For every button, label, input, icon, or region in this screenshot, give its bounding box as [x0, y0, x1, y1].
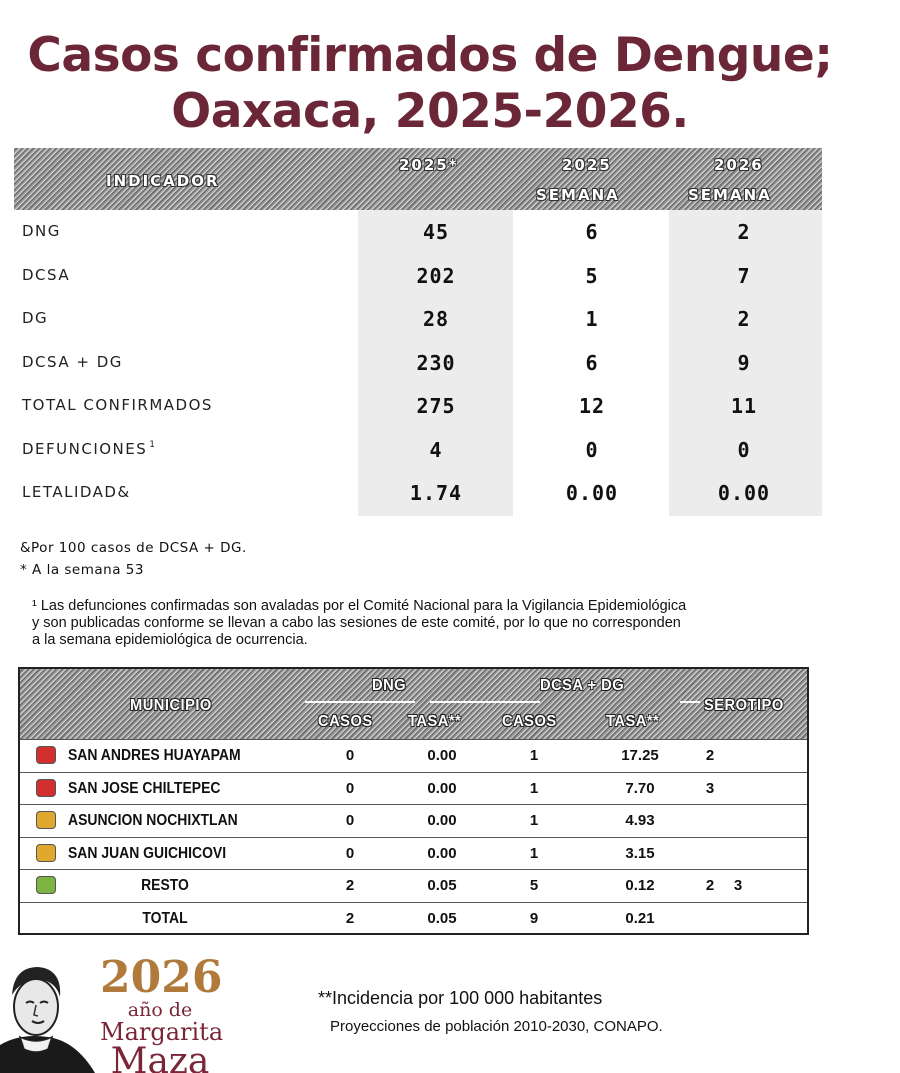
- header-2025-semana-bottom: SEMANA: [536, 186, 620, 204]
- header-dcsa-casos: CASOS: [502, 713, 557, 730]
- header-dng-casos: CASOS: [318, 713, 373, 730]
- dcsa-casos-value: 9: [529, 909, 539, 927]
- value-2025-semana: 5: [585, 263, 599, 288]
- dcsa-casos-value: 1: [529, 812, 539, 829]
- header-underline-dcsa-right: [680, 701, 700, 703]
- municipality-name: SAN JOSE CHILTEPEC: [68, 779, 221, 797]
- header-dng-tasa: TASA**: [408, 713, 462, 730]
- municipality-name: RESTO: [141, 877, 189, 894]
- indicator-label-text: DG: [22, 309, 49, 327]
- dng-tasa-value: 0.05: [427, 877, 457, 894]
- value-2025-semana: 6: [585, 350, 599, 375]
- value-2025-semana: 1: [585, 307, 599, 331]
- value-2025-total: 45: [422, 220, 450, 244]
- indicator-label-text: DNG: [22, 222, 61, 240]
- value-2025-semana: 12: [578, 394, 606, 418]
- logo-line-3: Margarita: [100, 1018, 224, 1046]
- value-2026-semana: 7: [737, 263, 751, 288]
- note-defunciones: [32, 598, 862, 649]
- indicator-label-text: DCSA + DG: [22, 352, 123, 371]
- dcsa-tasa-value: 0.21: [625, 909, 655, 927]
- value-2025-total: 1.74: [409, 481, 463, 505]
- value-2025-semana: 0.00: [565, 481, 619, 505]
- header-2025-total: 2025*: [399, 156, 459, 174]
- risk-color-indicator: [36, 746, 56, 764]
- municipality-table-header: [20, 669, 807, 739]
- municipality-name: SAN ANDRES HUAYAPAM: [68, 747, 241, 764]
- page-title: [0, 28, 860, 140]
- dng-tasa-value: 0.00: [427, 747, 457, 764]
- indicator-row-label: [22, 353, 123, 371]
- note-letalidad: &Por 100 casos de DCSA + DG.: [20, 540, 247, 556]
- header-dcsa-tasa: TASA**: [606, 713, 660, 730]
- value-2025-total: 28: [422, 307, 450, 331]
- dng-casos-value: 2: [345, 909, 355, 927]
- indicator-row-label: [22, 222, 61, 240]
- logo-line-4: Maza: [110, 1041, 210, 1073]
- header-municipio: MUNICIPIO: [130, 697, 212, 714]
- note-defunciones-line-2: y son publicadas conforme se llevan a cabo las sesiones de este comité, por lo que no corresponden: [32, 615, 681, 631]
- header-underline-dng-right: [430, 701, 540, 703]
- note-defunciones-line-1: ¹ Las defunciones confirmadas son avaladas por el Comité Nacional para la Vigilancia Epidemiológica: [32, 598, 687, 614]
- serotipo-value-1: 2: [705, 877, 715, 894]
- dng-casos-value: 0: [345, 844, 355, 862]
- header-2026-semana-top: 2026: [714, 156, 764, 174]
- municipality-row: [20, 739, 807, 771]
- header-2025-semana-top: 2025: [562, 156, 612, 174]
- indicator-label-text: DCSA: [22, 265, 71, 284]
- municipality-row: [20, 869, 807, 901]
- indicator-row-label: [22, 483, 131, 501]
- dng-tasa-value: 0.00: [427, 779, 457, 797]
- dcsa-tasa-value: 4.93: [625, 812, 655, 829]
- dcsa-casos-value: 1: [529, 779, 539, 797]
- indicator-row-label: [22, 266, 70, 284]
- municipality-name: ASUNCION NOCHIXTLAN: [68, 812, 238, 829]
- value-2025-total: 230: [416, 350, 456, 375]
- risk-color-indicator: [36, 876, 56, 894]
- indicator-table: [14, 148, 822, 518]
- dng-tasa-value: 0.05: [427, 909, 457, 927]
- risk-color-indicator: [36, 779, 56, 797]
- footnote-proyecciones: Proyecciones de población 2010-2030, CONAPO.: [330, 1018, 663, 1035]
- logo-line-2: año de: [127, 999, 193, 1021]
- dcsa-tasa-value: 7.70: [625, 779, 655, 797]
- value-2026-semana: 2: [737, 307, 751, 331]
- serotipo-value-1: 2: [705, 747, 715, 764]
- header-dcsa-dg: DCSA + DG: [540, 677, 625, 694]
- header-2026-semana-bottom: SEMANA: [688, 186, 772, 204]
- header-serotipo: SEROTIPO: [704, 697, 784, 714]
- value-2025-total: 202: [416, 263, 456, 288]
- municipality-row: [20, 772, 807, 804]
- dcsa-tasa-value: 17.25: [621, 747, 659, 764]
- value-2026-semana: 2: [737, 220, 751, 244]
- dcsa-casos-value: 5: [529, 877, 539, 894]
- indicator-row-label: [22, 440, 157, 458]
- title-line-2: Oaxaca, 2025-2026.: [171, 84, 689, 139]
- note-defunciones-line-3: a la semana epidemiológica de ocurrencia.: [32, 632, 308, 648]
- logo-year: 2026: [100, 952, 223, 1003]
- title-line-1: Casos confirmados de Dengue;: [27, 28, 833, 83]
- dng-casos-value: 0: [345, 747, 355, 764]
- indicator-row-label: [22, 309, 48, 327]
- serotipo-value-1: 3: [705, 779, 715, 797]
- indicator-label-text: TOTAL CONFIRMADOS: [22, 396, 213, 414]
- dng-casos-value: 0: [345, 812, 355, 829]
- value-2026-semana: 0: [737, 437, 751, 462]
- municipality-row: [20, 902, 807, 934]
- risk-color-indicator: [36, 844, 56, 862]
- year-logo: [100, 952, 224, 1073]
- value-2026-semana: 0.00: [717, 481, 771, 505]
- footnote-incidencia: **Incidencia por 100 000 habitantes: [318, 988, 603, 1008]
- value-2025-total: 275: [416, 394, 456, 418]
- municipality-name: SAN JUAN GUICHICOVI: [68, 844, 227, 862]
- municipality-name: TOTAL: [142, 909, 188, 927]
- indicator-table-header: [14, 148, 822, 210]
- dcsa-casos-value: 1: [529, 844, 539, 862]
- municipality-row: [20, 804, 807, 836]
- dng-casos-value: 2: [345, 877, 355, 894]
- value-2025-semana: 6: [585, 220, 599, 244]
- header-dng: DNG: [372, 677, 407, 694]
- header-indicador: INDICADOR: [106, 172, 220, 190]
- dng-tasa-value: 0.00: [427, 844, 457, 862]
- dcsa-tasa-value: 3.15: [625, 844, 655, 862]
- serotipo-value-2: 3: [733, 877, 743, 894]
- indicator-label-superscript: 1: [149, 439, 157, 450]
- indicator-label-text: DEFUNCIONES: [22, 439, 148, 458]
- value-2025-semana: 0: [585, 437, 599, 462]
- note-semana: * A la semana 53: [20, 562, 144, 578]
- value-2026-semana: 11: [730, 394, 758, 418]
- dng-tasa-value: 0.00: [427, 812, 457, 829]
- dcsa-casos-value: 1: [529, 747, 539, 764]
- dng-casos-value: 0: [345, 779, 355, 797]
- header-underline-dng-left: [305, 701, 415, 703]
- margarita-maza-portrait: [0, 945, 95, 1073]
- municipality-row: [20, 837, 807, 869]
- municipality-table: [18, 667, 809, 935]
- value-2026-semana: 9: [737, 350, 751, 375]
- dcsa-tasa-value: 0.12: [625, 877, 655, 894]
- risk-color-indicator: [36, 811, 56, 829]
- value-2025-total: 4: [429, 437, 443, 462]
- indicator-row-label: [22, 396, 213, 414]
- indicator-label-text: LETALIDAD&: [22, 483, 131, 501]
